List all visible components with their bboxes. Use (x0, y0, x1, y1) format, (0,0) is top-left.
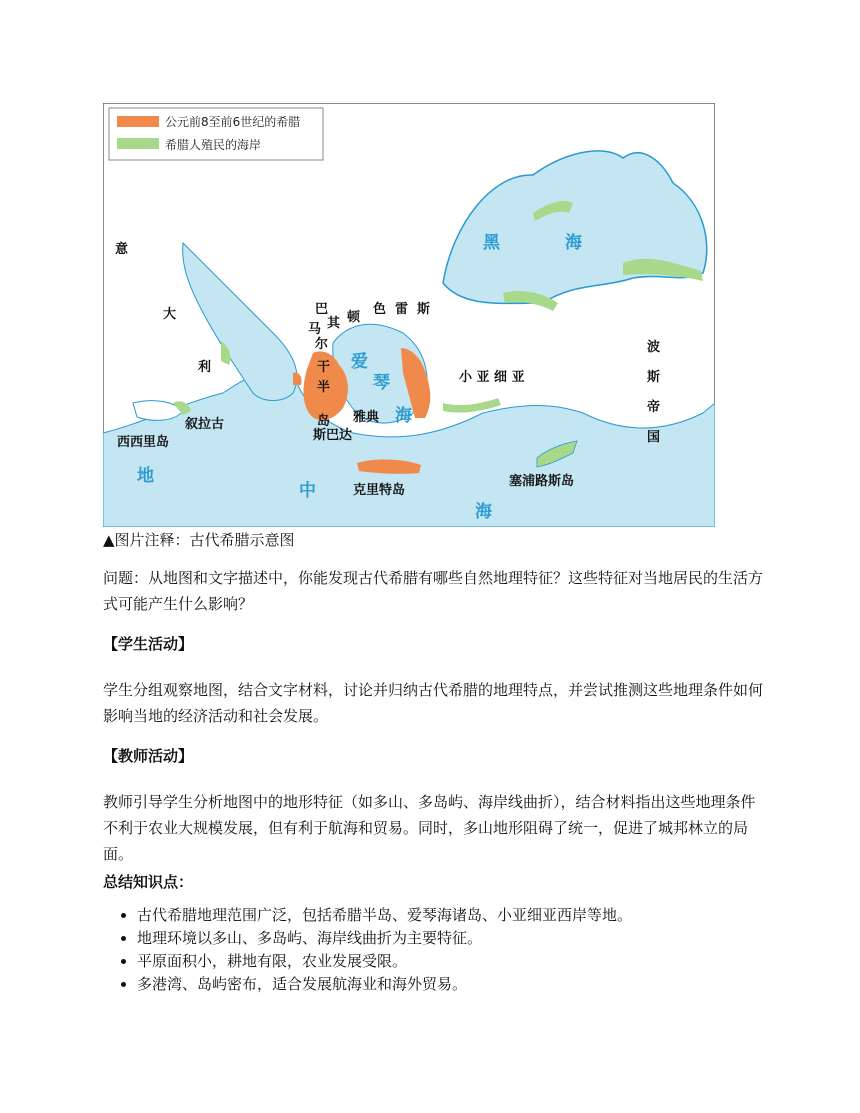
label-thrace-2: 雷 (395, 302, 409, 317)
label-med-2: 中 (299, 481, 316, 501)
label-persia-3: 帝 (647, 400, 661, 415)
label-aegean-3: 海 (395, 406, 412, 426)
summary-list (103, 904, 777, 996)
label-balkan-5: 岛 (317, 414, 331, 429)
legend-swatch-greece (117, 116, 159, 127)
label-aegean-2: 琴 (373, 373, 390, 393)
label-macedonia-3: 顿 (347, 310, 361, 325)
label-black-sea-1: 黑 (483, 233, 500, 253)
map-svg (103, 103, 715, 527)
label-macedonia-1: 马 (308, 322, 322, 337)
label-athens: 雅典 (353, 410, 380, 425)
label-black-sea-2: 海 (565, 233, 582, 253)
label-persia-1: 波 (647, 340, 661, 355)
label-cyprus: 塞浦路斯岛 (509, 474, 575, 489)
label-persia-2: 斯 (647, 370, 661, 385)
label-balkan-4: 半 (317, 380, 331, 395)
teacher-activity-text: 教师引导学生分析地图中的地形特征（如多山、多岛屿、海岸线曲折），结合材料指出这些地理条件不利于农业大规模发展，但有利于航海和贸易。同时，多山地形阻碍了统一，促进了城邦林立的局面。 (103, 793, 756, 863)
label-thrace-1: 色 (373, 302, 387, 317)
list-item: • 平原面积小，耕地有限，农业发展受限。 (137, 950, 777, 973)
label-sparta: 斯巴达 (313, 428, 353, 443)
label-med-3: 海 (475, 502, 492, 522)
legend-swatch-colony (117, 138, 159, 149)
label-persia-4: 国 (647, 430, 661, 445)
label-med-1: 地 (137, 466, 154, 486)
label-balkan-1: 巴 (315, 302, 329, 317)
label-balkan-2: 尔 (315, 337, 329, 352)
label-italy-1: 意 (115, 242, 129, 257)
list-item: • 多港湾、岛屿密布，适合发展航海业和海外贸易。 (137, 973, 777, 996)
label-italy-3: 利 (198, 360, 212, 375)
label-asia-minor: 小 亚 细 亚 (459, 370, 525, 385)
label-syracuse: 叙拉古 (185, 417, 225, 432)
label-thrace-3: 斯 (417, 302, 431, 317)
student-activity-text: 学生分组观察地图，结合文字材料，讨论并归纳古代希腊的地理特点，并尝试推测这些地理条件如何影响当地的经济活动和社会发展。 (103, 681, 764, 725)
summary-heading: 总结知识点： (103, 873, 194, 891)
question-text: 问题：从地图和文字描述中，你能发现古代希腊有哪些自然地理特征？这些特征对当地居民的生活方式可能产生什么影响？ (103, 569, 764, 613)
teacher-activity-heading: 【教师活动】 (103, 747, 194, 765)
legend-label-greece: 公元前8至前6世纪的希腊 (165, 115, 301, 129)
label-aegean-1: 爱 (351, 352, 368, 372)
list-item: • 地理环境以多山、多岛屿、海岸线曲折为主要特征。 (137, 927, 777, 950)
label-balkan-3: 干 (317, 360, 331, 375)
label-crete: 克里特岛 (353, 483, 406, 498)
list-item: • 古代希腊地理范围广泛，包括希腊半岛、爱琴海诸岛、小亚细亚西岸等地。 (137, 904, 777, 927)
ancient-greece-map (103, 103, 715, 527)
label-macedonia-2: 其 (327, 316, 341, 331)
label-italy-2: 大 (163, 307, 177, 322)
map-caption: ▲图片注释：古代希腊示意图 (103, 531, 295, 549)
legend-label-colony: 希腊人殖民的海岸 (165, 138, 262, 152)
label-sicily: 西西里岛 (117, 435, 170, 450)
student-activity-heading: 【学生活动】 (103, 635, 194, 653)
